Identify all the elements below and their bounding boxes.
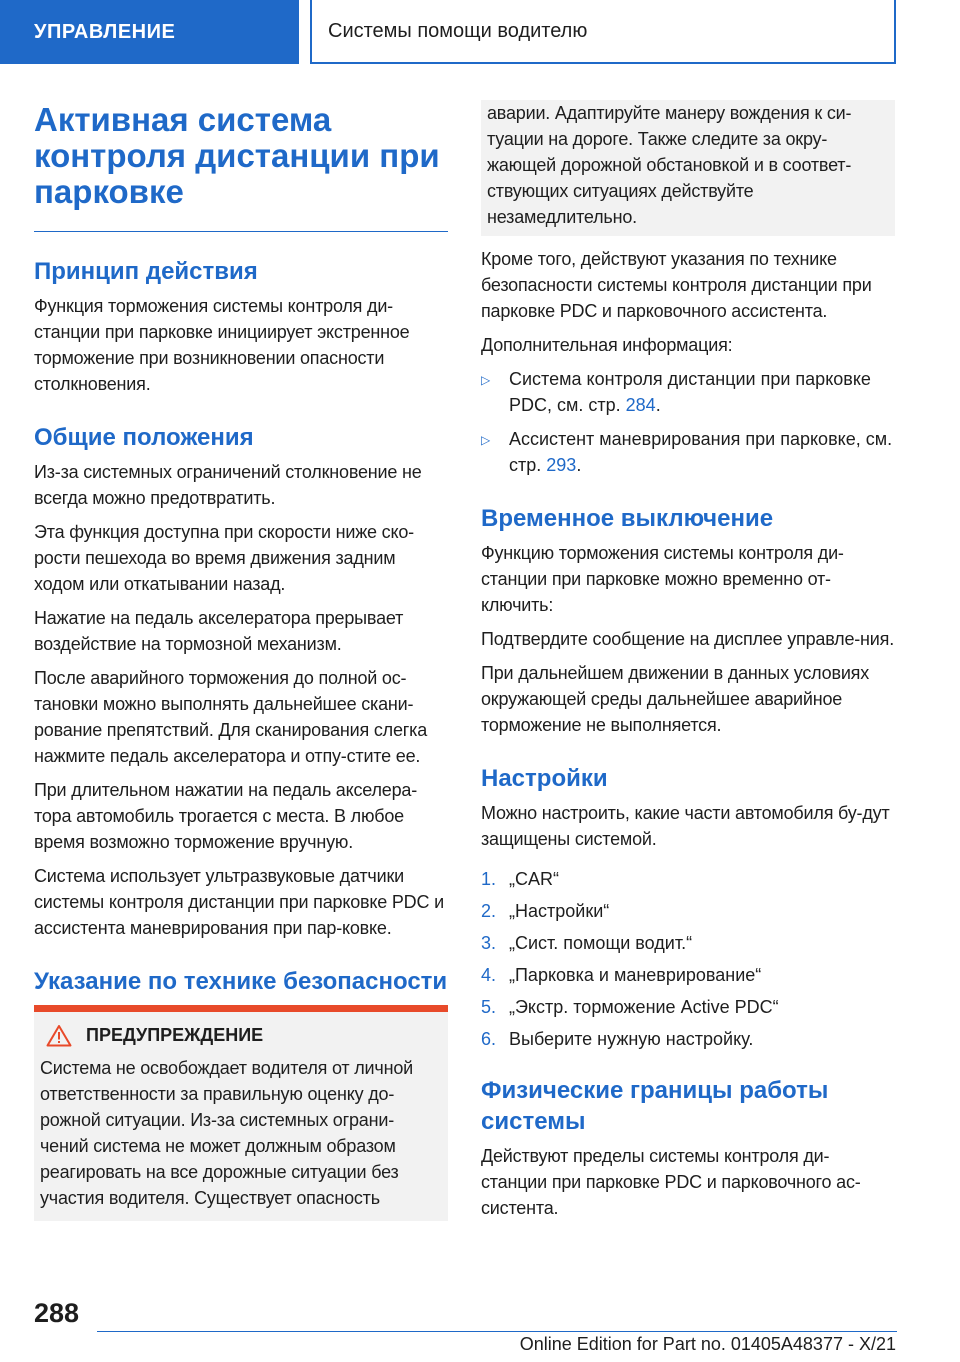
page-title: Активная система контроля дистанции при парковке <box>34 101 440 210</box>
footer-rule <box>97 1331 897 1332</box>
warning-box-continued <box>481 100 895 236</box>
section-tab <box>0 0 299 64</box>
step-number: 3. <box>481 933 497 953</box>
temp-off-heading: Временное выключение <box>481 505 774 532</box>
title-rule <box>34 231 448 232</box>
step-number: 1. <box>481 869 497 889</box>
chapter-title: Системы помощи водителю <box>328 19 588 42</box>
step-text: „CAR“ <box>509 869 559 889</box>
list-item: ▷ Система контроля дистанции при парковке PDC, см. стр. 284. <box>481 366 895 418</box>
general-heading: Общие положения <box>34 424 254 451</box>
warning-triangle-icon <box>46 1024 72 1047</box>
limits-paragraph: Действуют пределы системы контроля ди-станции при парковке PDC и парковочного ас-систента. <box>481 1146 861 1218</box>
warning-bar <box>34 1005 448 1012</box>
limits-heading: Физические границы работы системы <box>481 1077 829 1135</box>
step-item <box>481 930 895 956</box>
page-link[interactable]: 284 <box>625 395 656 415</box>
step-number: 5. <box>481 997 497 1017</box>
temp-off-paragraph: Функцию торможения системы контроля ди-станции при парковке можно временно от-ключить: <box>481 543 844 615</box>
triangle-bullet-icon: ▷ <box>481 373 491 387</box>
step-text: Выберите нужную настройку. <box>509 1029 754 1049</box>
page-number: 288 <box>34 1298 80 1328</box>
section-title: УПРАВЛЕНИЕ <box>34 20 176 43</box>
step-item <box>481 866 895 892</box>
step-text: „Настройки“ <box>509 901 610 921</box>
principle-text: Функция торможения системы контроля ди-станции при парковке инициирует экстренное торможение при возникновении опасности столкновения. <box>34 296 410 394</box>
triangle-bullet-icon: ▷ <box>481 433 491 447</box>
principle-heading: Принцип действия <box>34 258 258 285</box>
step-number: 2. <box>481 901 497 921</box>
step-text: „Экстр. торможение Active PDC“ <box>509 997 779 1017</box>
warning-text: Система не освобождает водителя от личной ответственности за правильную оценку до-рожной ситуации. Из-за системных ограни-чений система не может должным образом реагировать на все дорожные ситуации без участия водителя. Существует опасность <box>40 1058 413 1208</box>
right-column <box>481 100 895 1229</box>
general-paragraph: Система использует ультразвуковые датчики системы контроля дистанции при парковке PDC и ассистента маневрирования при пар-ковке. <box>34 866 444 938</box>
general-paragraph: Нажатие на педаль акселератора прерывает воздействие на тормозной механизм. <box>34 608 404 654</box>
warning-header <box>40 1024 440 1047</box>
safety-heading: Указание по технике безопасности <box>34 968 448 995</box>
more-info-label: Дополнительная информация: <box>481 335 733 355</box>
step-item <box>481 994 895 1020</box>
safety-paragraph: Кроме того, действуют указания по технике безопасности системы контроля дистанции при парковке PDC и парковочного ассистента. <box>481 249 872 321</box>
settings-paragraph: Можно настроить, какие части автомобиля бу-дут защищены системой. <box>481 803 890 849</box>
step-item <box>481 898 895 924</box>
edition-footer: Online Edition for Part no. 01405A48377 - X/21 <box>519 1334 896 1354</box>
warning-box <box>34 1012 448 1221</box>
step-number: 6. <box>481 1029 497 1049</box>
temp-off-paragraph: При дальнейшем движении в данных условиях окружающей среды дальнейшее аварийное торможение не выполняется. <box>481 663 870 735</box>
step-item <box>481 962 895 988</box>
temp-off-paragraph: Подтвердите сообщение на дисплее управле-ния. <box>481 629 894 649</box>
warning-title: ПРЕДУПРЕЖДЕНИЕ <box>86 1025 264 1045</box>
general-paragraph: Из-за системных ограничений столкновение не всегда можно предотвратить. <box>34 462 422 508</box>
general-paragraph: Эта функция доступна при скорости ниже ско-рости пешехода во время движения задним ходом или откатывании назад. <box>34 522 414 594</box>
settings-heading: Настройки <box>481 765 608 792</box>
step-item <box>481 1026 895 1052</box>
left-column <box>34 102 448 1221</box>
general-paragraph: При длительном нажатии на педаль акселера-тора автомобиль трогается с места. В любое время возможно торможение вручную. <box>34 780 418 852</box>
step-text: „Сист. помощи водит.“ <box>509 933 693 953</box>
list-item: ▷ Ассистент маневрирования при парковке, см. стр. 293. <box>481 426 895 478</box>
warning-text-continued: аварии. Адаптируйте манеру вождения к си-туации на дороге. Также следите за окру-жающей дорожной обстановкой и в соответ-ствующих ситуациях действуйте незамедлительно. <box>487 103 852 227</box>
page-link[interactable]: 293 <box>546 455 577 475</box>
step-text: „Парковка и маневрирование“ <box>509 965 762 985</box>
chapter-header <box>310 0 896 64</box>
step-number: 4. <box>481 965 497 985</box>
header-divider <box>310 0 312 64</box>
general-paragraph: После аварийного торможения до полной ос-тановки можно выполнять дальнейшее скани-рование препятствий. Для сканирования слегка нажмите педаль акселератора и отпу-стите ее. <box>34 668 428 766</box>
